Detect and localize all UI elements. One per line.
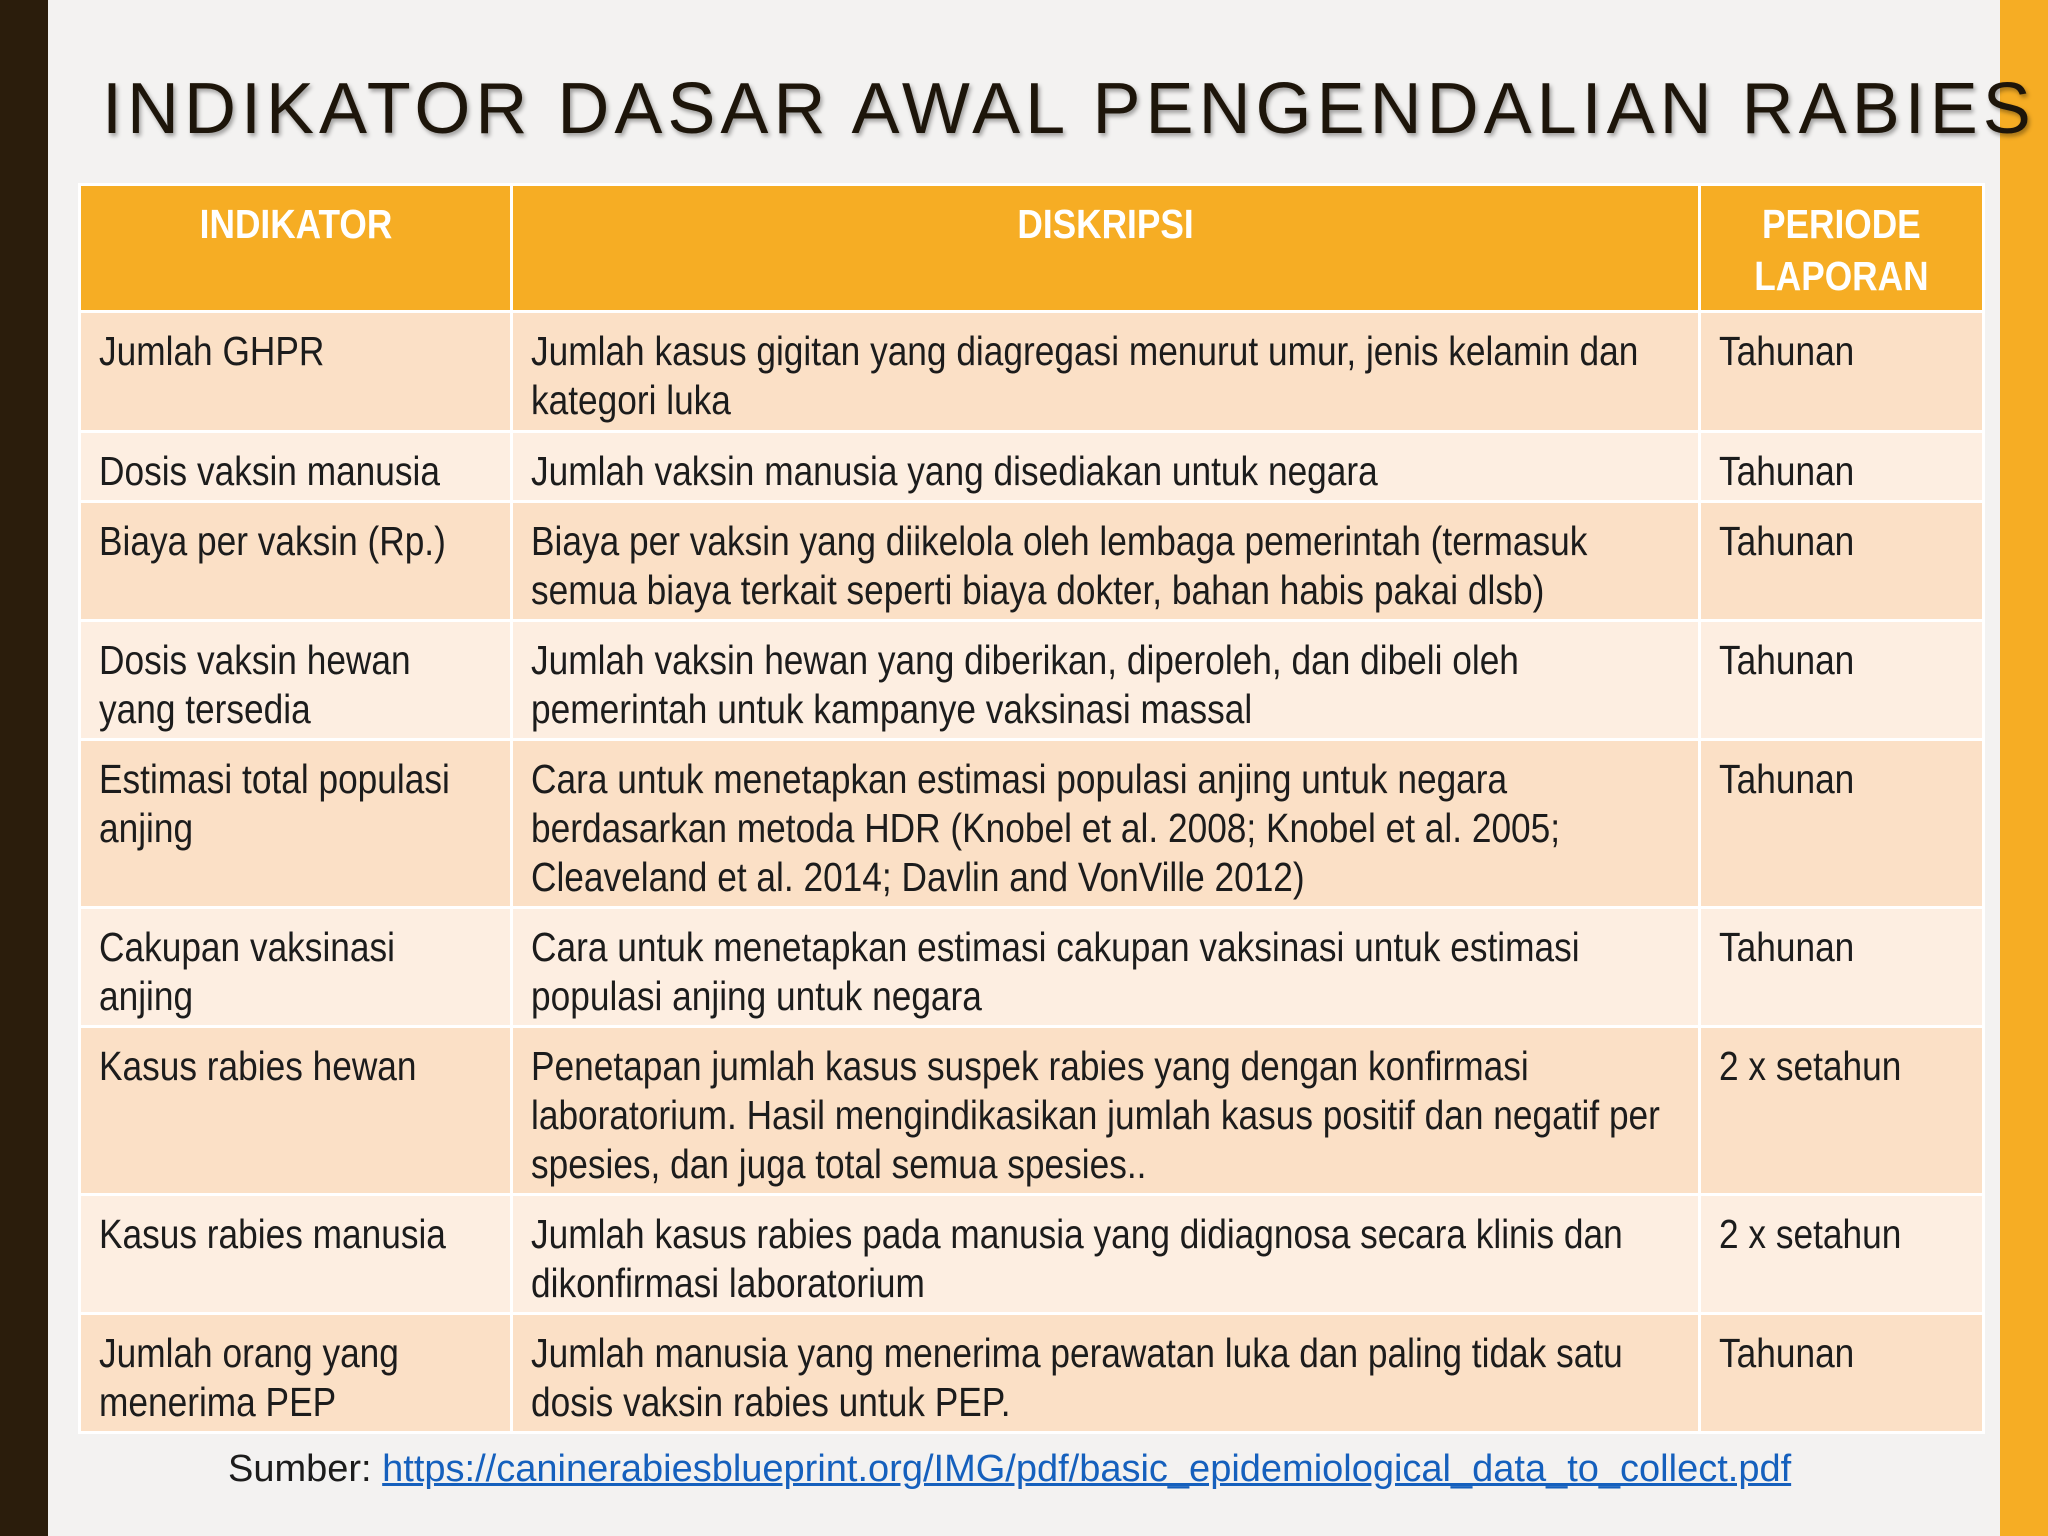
header-period [1700,185,1984,312]
header-indicator [80,185,512,312]
cell-indicator: Jumlah orang yang menerima PEP [80,1314,512,1433]
cell-period: 2 x setahun [1700,1195,1984,1314]
cell-indicator: Dosis vaksin manusia [80,432,512,502]
cell-description: Cara untuk menetapkan estimasi populasi anjing untuk negara berdasarkan metoda HDR (Knobel et al. 2008; Knobel et al. 2005; Cleaveland et al. 2014; Davlin and VonVille 2012) [512,740,1700,908]
cell-indicator: Biaya per vaksin (Rp.) [80,502,512,621]
cell-period: 2 x setahun [1700,1027,1984,1195]
cell-description: Penetapan jumlah kasus suspek rabies yang dengan konfirmasi laboratorium. Hasil mengindikasikan jumlah kasus positif dan negatif per spesies, dan juga total semua spesies.. [512,1027,1700,1195]
cell-period: Tahunan [1700,312,1984,432]
cell-description: Jumlah manusia yang menerima perawatan luka dan paling tidak satu dosis vaksin rabies untuk PEP. [512,1314,1700,1433]
table-row [80,502,1984,621]
cell-period: Tahunan [1700,621,1984,740]
cell-indicator: Kasus rabies manusia [80,1195,512,1314]
table-row [80,740,1984,908]
cell-description: Biaya per vaksin yang diikelola oleh lembaga pemerintah (termasuk semua biaya terkait seperti biaya dokter, bahan habis pakai dlsb) [512,502,1700,621]
table-row [80,1195,1984,1314]
cell-indicator: Kasus rabies hewan [80,1027,512,1195]
left-accent-bar [0,0,48,1536]
cell-description: Jumlah kasus rabies pada manusia yang didiagnosa secara klinis dan dikonfirmasi laboratorium [512,1195,1700,1314]
table-row [80,621,1984,740]
table-row [80,312,1984,432]
table-row [80,432,1984,502]
table-header-row [80,185,1984,312]
source-citation [228,1448,1791,1491]
header-period-line1: PERIODE [1762,201,1921,247]
cell-period: Tahunan [1700,1314,1984,1433]
cell-indicator: Dosis vaksin hewan yang tersedia [80,621,512,740]
cell-description: Jumlah vaksin hewan yang diberikan, diperoleh, dan dibeli oleh pemerintah untuk kampanye vaksinasi massal [512,621,1700,740]
source-label: Sumber: [228,1448,383,1490]
header-description [512,185,1700,312]
cell-description: Jumlah vaksin manusia yang disediakan untuk negara [512,432,1700,502]
cell-period: Tahunan [1700,908,1984,1027]
cell-indicator: Jumlah GHPR [80,312,512,432]
table-row [80,1314,1984,1433]
cell-indicator: Estimasi total populasi anjing [80,740,512,908]
right-accent-bar [2000,0,2048,1536]
header-period-line2: LAPORAN [1754,253,1929,299]
cell-period: Tahunan [1700,740,1984,908]
indicator-table [78,183,1985,1434]
cell-description: Jumlah kasus gigitan yang diagregasi menurut umur, jenis kelamin dan kategori luka [512,312,1700,432]
header-description-label: DISKRIPSI [1017,201,1194,247]
header-indicator-label: INDIKATOR [199,201,392,247]
table-row [80,908,1984,1027]
slide-title: INDIKATOR DASAR AWAL PENGENDALIAN RABIES [102,69,2036,149]
cell-period: Tahunan [1700,432,1984,502]
header-period-label [1754,198,1928,302]
source-link[interactable]: https://caninerabiesblueprint.org/IMG/pdf/basic_epidemiological_data_to_collect.pdf [382,1448,1792,1490]
cell-indicator: Cakupan vaksinasi anjing [80,908,512,1027]
table-row [80,1027,1984,1195]
cell-period: Tahunan [1700,502,1984,621]
cell-description: Cara untuk menetapkan estimasi cakupan vaksinasi untuk estimasi populasi anjing untuk negara [512,908,1700,1027]
